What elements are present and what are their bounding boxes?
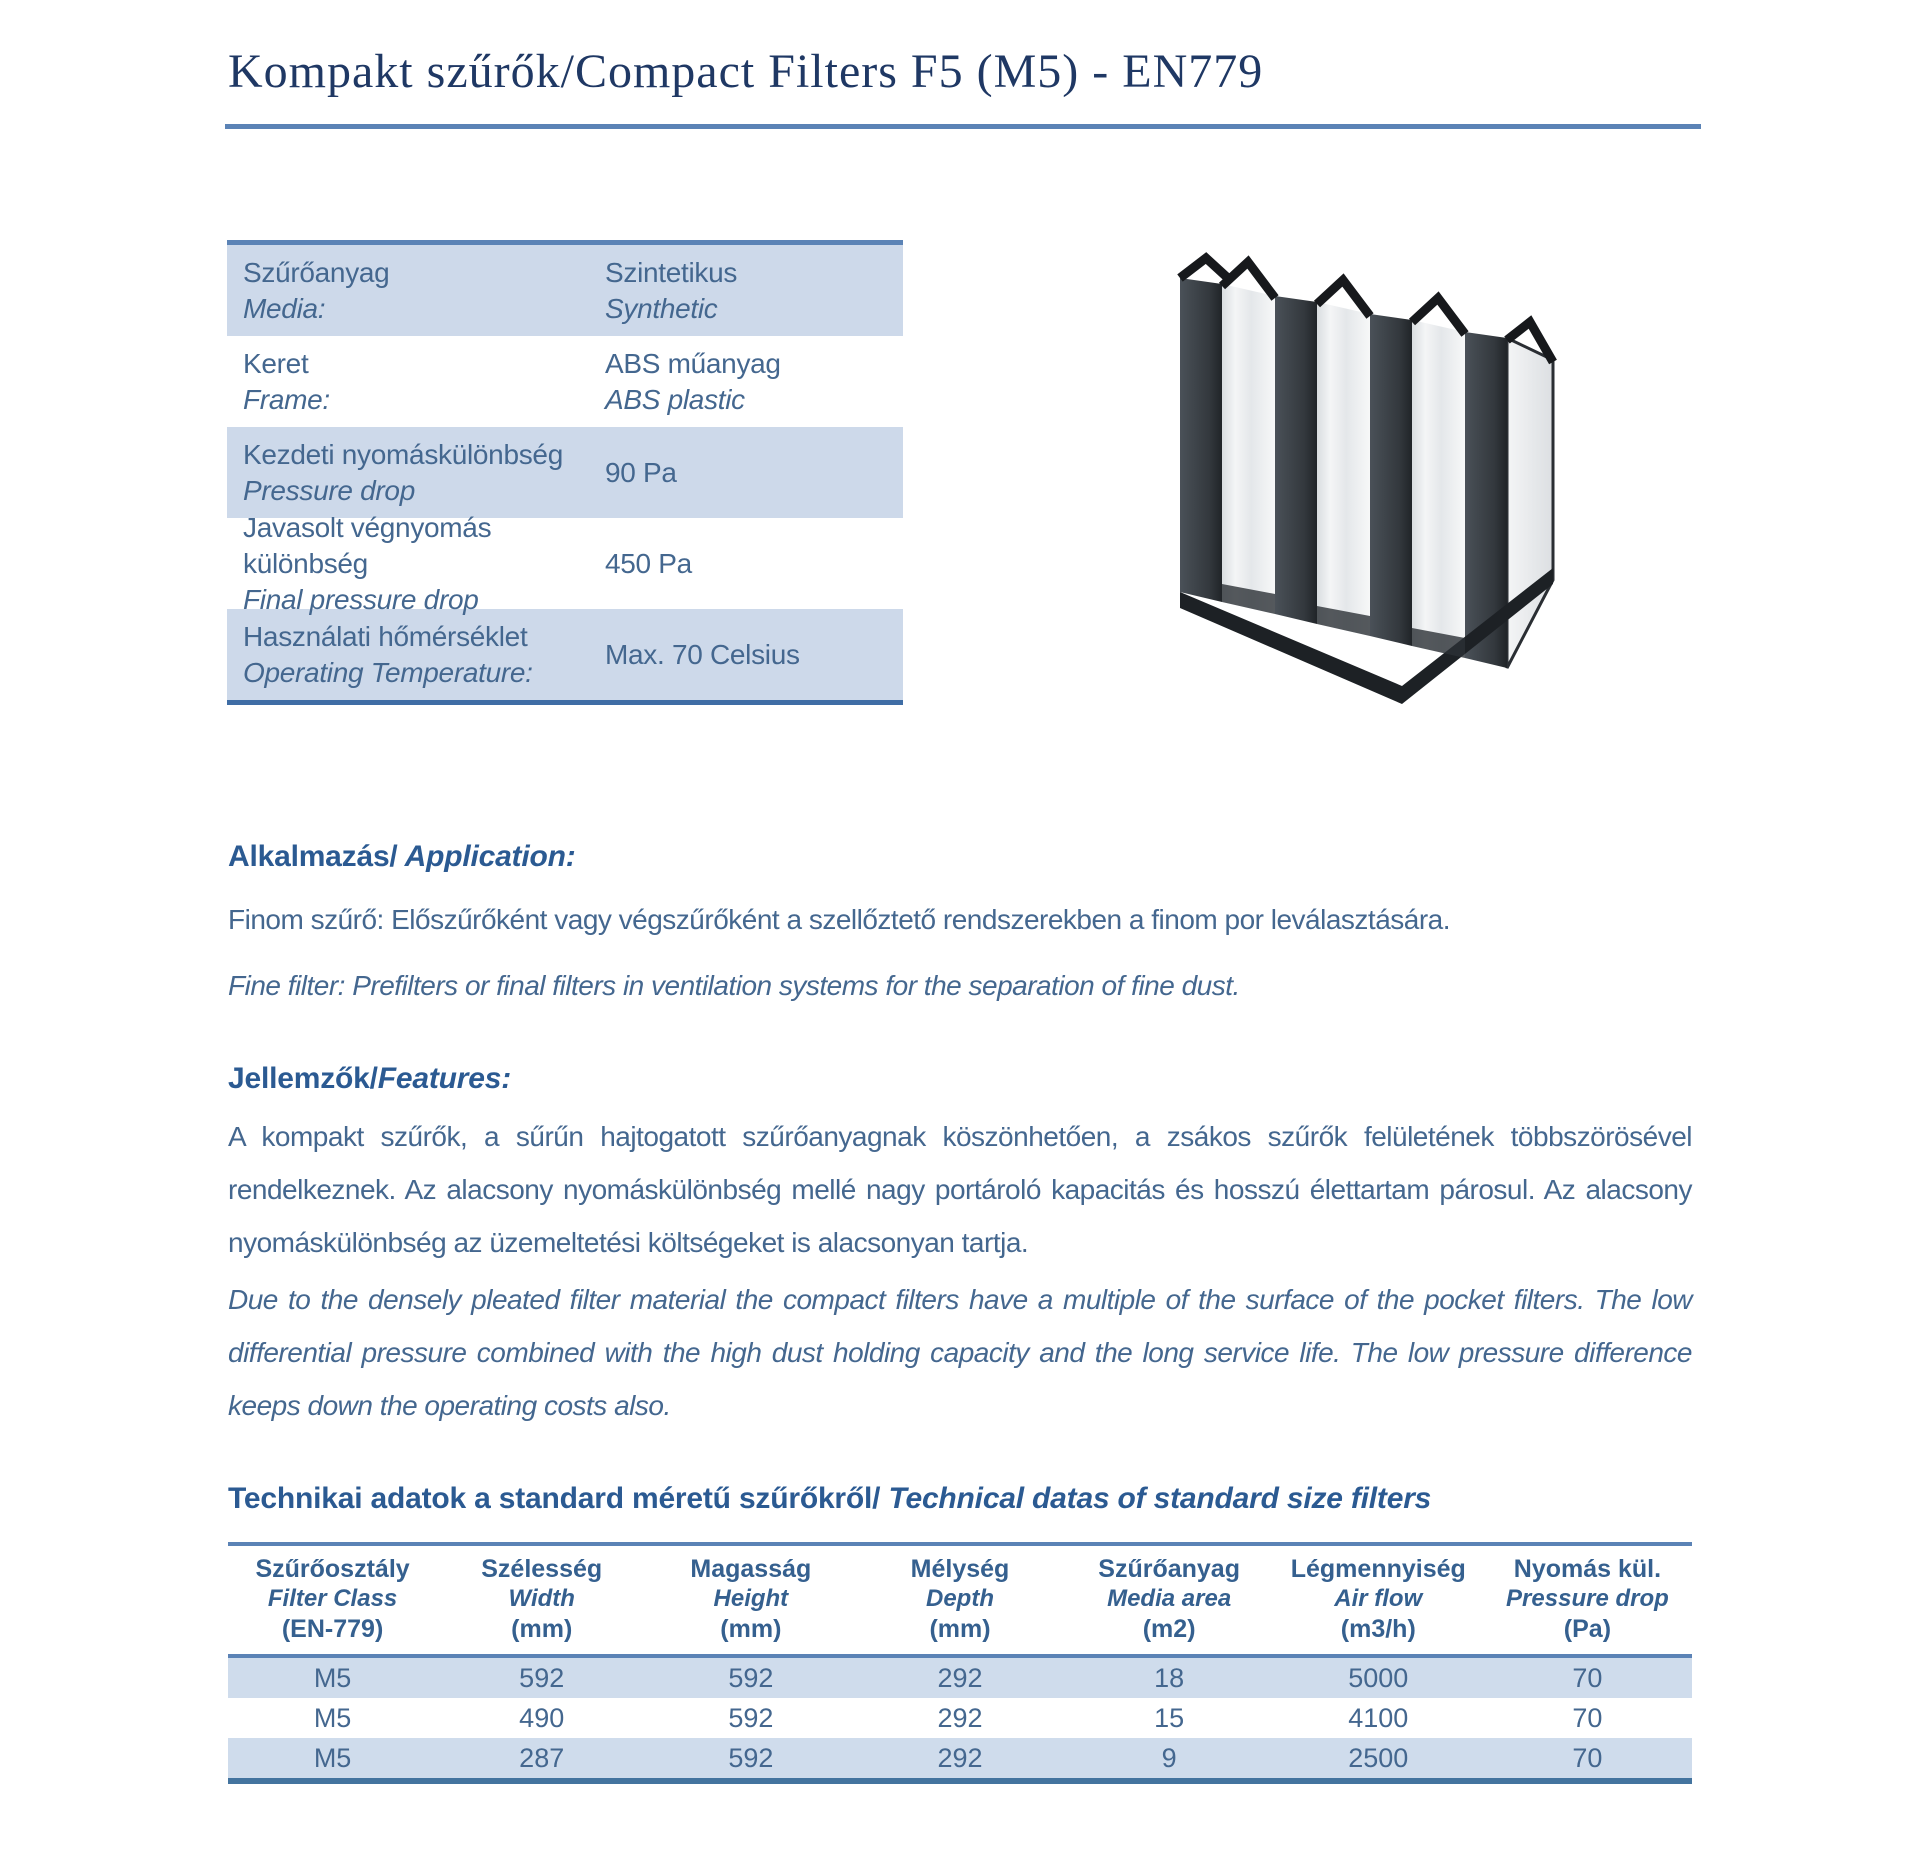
- features-heading: [228, 1062, 1692, 1096]
- spec-label-hu: Javasolt végnyomás különbség: [243, 511, 492, 579]
- spec-row-frame: [227, 336, 903, 427]
- spec-label: [227, 427, 605, 518]
- cell-filter-class: M5: [313, 1662, 352, 1693]
- spec-label-hu: Használati hőmérséklet: [243, 620, 528, 652]
- header-cell-width: Szélesség Width (mm): [481, 1555, 603, 1643]
- spec-label: [227, 511, 605, 615]
- header-cell-height: Magasság Height (mm): [690, 1555, 812, 1643]
- cell-filter-class: M5: [313, 1742, 352, 1773]
- spec-label-en: Pressure drop: [243, 474, 415, 506]
- technical-table: [228, 1542, 1692, 1784]
- spec-value-en: Synthetic: [605, 292, 718, 324]
- cell-media-area: 15: [1154, 1702, 1185, 1733]
- spec-value: [605, 609, 903, 700]
- spec-value: [605, 427, 903, 518]
- cell-width: 592: [519, 1662, 565, 1693]
- spec-label: [227, 245, 605, 336]
- spec-label-en: Media:: [243, 292, 326, 324]
- cell-depth: 292: [937, 1662, 983, 1693]
- compact-filter-illustration: [1170, 250, 1568, 712]
- cell-depth: 292: [937, 1702, 983, 1733]
- header-cell-depth: Mélység Depth (mm): [910, 1555, 1010, 1643]
- spec-table: [227, 240, 903, 705]
- spec-label-en: Final pressure drop: [243, 583, 479, 615]
- technical-table-header: [228, 1542, 1692, 1658]
- spec-row-pressure-drop: [227, 427, 903, 518]
- cell-media-area: 18: [1154, 1662, 1185, 1693]
- title-rule: [225, 124, 1701, 129]
- cell-pressure-drop: 70: [1572, 1702, 1603, 1733]
- application-heading-hu: Alkalmazás/: [228, 840, 398, 873]
- cell-depth: 292: [937, 1742, 983, 1773]
- features-text-hu: A kompakt szűrők, a sűrűn hajtogatott szűrőanyagnak köszönhetően, a zsákos szűrők felületének többszörösével rendelkeznek. Az alacsony nyomáskülönbség mellé nagy portároló kapacitás és hosszú élettartam párosul. Az alacsony nyomáskülönbség az üzemeltetési költségeket is alacsonyan tartja.: [228, 1121, 1692, 1258]
- header-cell-pressure-drop: Nyomás kül. Pressure drop (Pa): [1506, 1555, 1669, 1643]
- spec-value-hu: ABS műanyag: [605, 347, 781, 379]
- application-section: [228, 840, 1692, 1006]
- cell-pressure-drop: 70: [1572, 1742, 1603, 1773]
- cell-air-flow: 2500: [1348, 1742, 1409, 1773]
- spec-value-hu: Szintetikus: [605, 256, 738, 288]
- features-text-en: Due to the densely pleated filter material the compact filters have a multiple of the surface of the pocket filters. The low differential pressure combined with the high dust holding capacity and the long service life. The low pressure difference keeps down the operating costs also.: [228, 1284, 1692, 1421]
- cell-media-area: 9: [1161, 1742, 1177, 1773]
- spec-label-hu: Kezdeti nyomáskülönbség: [243, 438, 563, 470]
- cell-height: 592: [728, 1742, 774, 1773]
- header-cell-filter-class: Szűrőosztály Filter Class (EN-779): [255, 1555, 410, 1643]
- spec-value: 450 Pa: [605, 547, 692, 579]
- spec-value: 90 Pa: [605, 456, 677, 488]
- features-heading-hu: Jellemzők/: [228, 1062, 378, 1095]
- spec-label-en: Frame:: [243, 383, 330, 415]
- spec-row-media: [227, 245, 903, 336]
- compact-filter-image: [1170, 250, 1568, 712]
- header-cell-air-flow: Légmennyiség Air flow (m3/h): [1290, 1555, 1466, 1643]
- table-row: [228, 1658, 1692, 1698]
- application-text-en: Fine filter: Prefilters or final filters in ventilation systems for the separation of fine dust.: [228, 970, 1240, 1001]
- spec-label: [227, 609, 605, 700]
- cell-width: 287: [519, 1742, 565, 1773]
- cell-height: 592: [728, 1662, 774, 1693]
- technical-heading-en: Technical datas of standard size filters: [880, 1482, 1432, 1515]
- table-row: [228, 1698, 1692, 1738]
- spec-row-operating-temperature: [227, 609, 903, 700]
- spec-label-hu: Szűrőanyag: [243, 256, 390, 288]
- spec-value: [605, 518, 903, 609]
- technical-data-heading: [228, 1482, 1692, 1516]
- header-cell-media-area: Szűrőanyag Media area (m2): [1098, 1555, 1240, 1643]
- technical-data-section: [228, 1482, 1692, 1784]
- cell-air-flow: 4100: [1348, 1702, 1409, 1733]
- cell-height: 592: [728, 1702, 774, 1733]
- spec-value: [605, 336, 903, 427]
- application-text-hu: Finom szűrő: Előszűrőként vagy végszűrőként a szellőztető rendszerekben a finom por leválasztására.: [228, 904, 1451, 935]
- spec-label: [227, 336, 605, 427]
- technical-heading-hu: Technikai adatok a standard méretű szűrőkről/: [228, 1482, 881, 1515]
- features-heading-en: Features:: [377, 1062, 511, 1095]
- cell-filter-class: M5: [313, 1702, 352, 1733]
- spec-row-final-pressure: [227, 511, 903, 615]
- cell-pressure-drop: 70: [1572, 1662, 1603, 1693]
- cell-air-flow: 5000: [1348, 1662, 1409, 1693]
- spec-value: [605, 245, 903, 336]
- spec-label-hu: Keret: [243, 347, 309, 379]
- table-row: [228, 1738, 1692, 1778]
- cell-width: 490: [519, 1702, 565, 1733]
- page-title: Kompakt szűrők/Compact Filters F5 (M5) - EN779: [228, 45, 1264, 98]
- application-heading-en: Application:: [397, 840, 576, 873]
- spec-label-en: Operating Temperature:: [243, 656, 533, 688]
- spec-value: Max. 70 Celsius: [605, 638, 800, 670]
- application-heading: [228, 840, 1692, 874]
- spec-value-en: ABS plastic: [605, 383, 745, 415]
- features-section: [228, 1062, 1692, 1432]
